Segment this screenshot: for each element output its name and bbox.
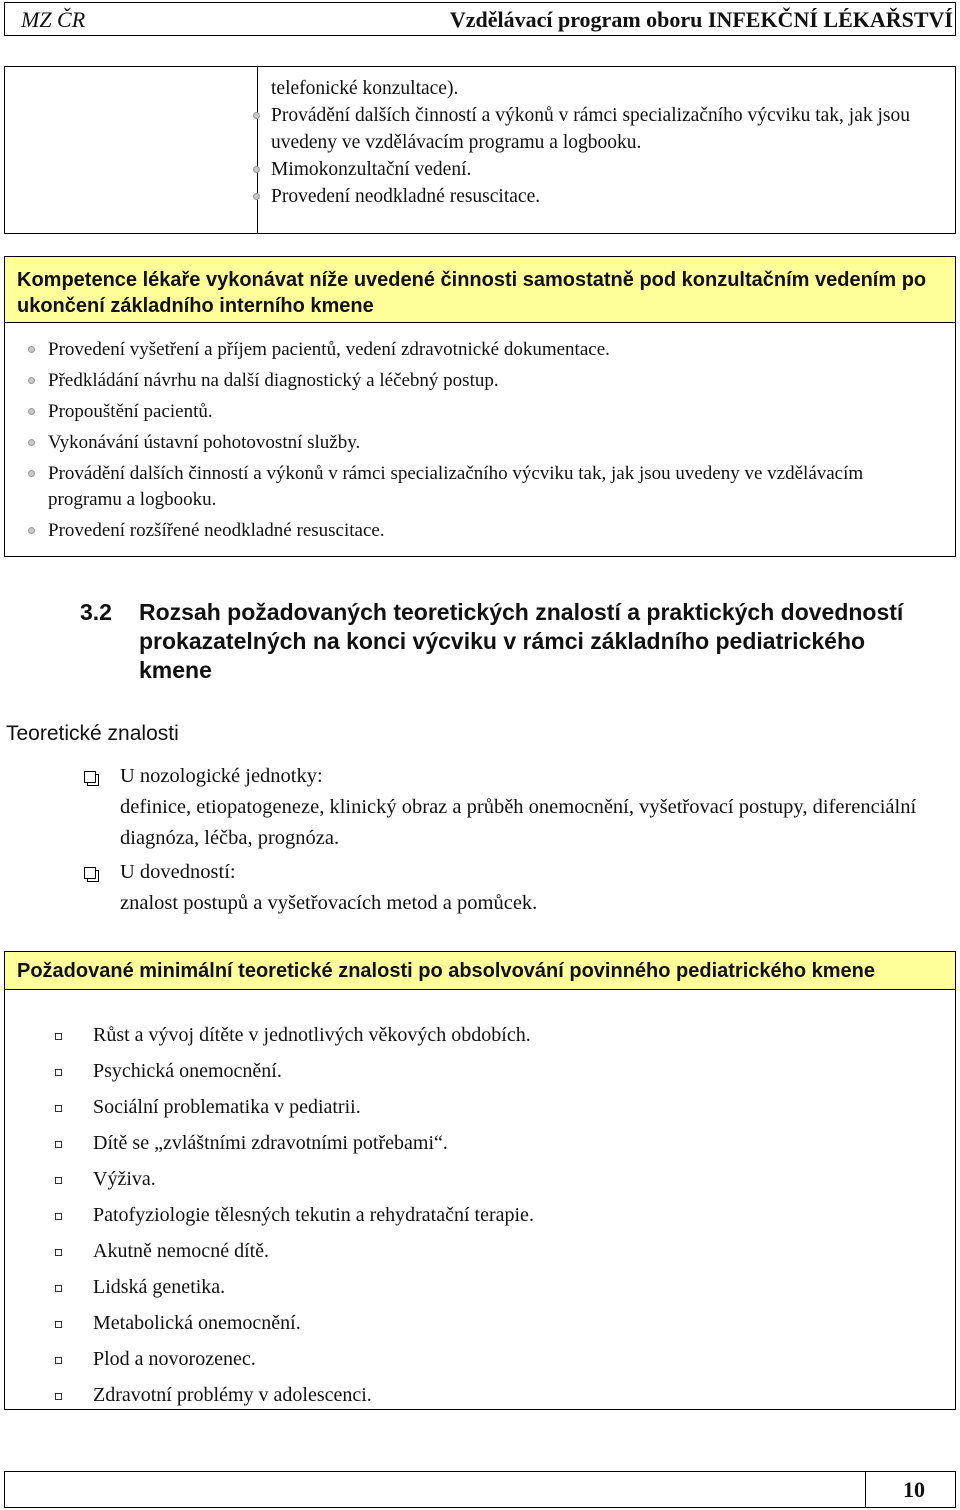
bullet-icon xyxy=(28,408,35,415)
checkbox-square-icon xyxy=(55,1213,62,1220)
list-item: Provádění dalších činností a výkonů v rámci specializačního výcviku tak, jak jsou uvedeny ve vzdělávacím programu a logbooku. xyxy=(48,461,938,513)
list-item: Předkládání návrhu na další diagnostický a léčebný postup. xyxy=(48,368,938,394)
bullet-icon xyxy=(253,166,260,173)
bullet-icon xyxy=(253,112,260,119)
bullet-icon xyxy=(28,377,35,384)
page-header xyxy=(4,2,956,36)
continued-list xyxy=(271,75,941,210)
list-item: Mimokonzultační vedení. xyxy=(271,156,941,183)
list-item: Patofyziologie tělesných tekutin a rehydratační terapie. xyxy=(5,1198,957,1234)
theory-item-text: znalost postupů a vyšetřovacích metod a pomůcek. xyxy=(120,892,538,914)
minimum-knowledge-list xyxy=(5,1018,957,1414)
list-item: Provedení neodkladné resuscitace. xyxy=(271,183,941,210)
list-item: Růst a vývoj dítěte v jednotlivých věkových obdobích. xyxy=(5,1018,957,1054)
footer-divider xyxy=(865,1472,866,1507)
list-item: Provedení vyšetření a příjem pacientů, vedení zdravotnické dokumentace. xyxy=(48,337,938,363)
theory-item-title: U dovedností: xyxy=(120,861,236,883)
theory-item-title: U nozologické jednotky: xyxy=(120,765,323,787)
list-item: Zdravotní problémy v adolescenci. xyxy=(5,1378,957,1414)
list-item: Výživa. xyxy=(5,1162,957,1198)
checkbox-square-icon xyxy=(55,1321,62,1328)
checkbox-square-icon xyxy=(55,1105,62,1112)
list-item: Lidská genetika. xyxy=(5,1270,957,1306)
list-item: Plod a novorozenec. xyxy=(5,1342,957,1378)
bullet-icon xyxy=(28,527,35,534)
section-number: 3.2 xyxy=(80,599,112,625)
bullet-icon xyxy=(28,470,35,477)
theory-item-text: definice, etiopatogeneze, klinický obraz a průběh onemocnění, vyšetřovací postupy, diferenciální diagnóza, léčba, prognóza. xyxy=(120,796,917,849)
bullet-icon xyxy=(253,193,260,200)
checkbox-square-icon xyxy=(55,1141,62,1148)
theory-label: Teoretické znalosti xyxy=(6,722,179,745)
theory-item-nosology xyxy=(120,761,920,854)
square-bullet-icon xyxy=(84,867,96,879)
theory-item-skills xyxy=(120,857,920,919)
checkbox-square-icon xyxy=(55,1249,62,1256)
page-number: 10 xyxy=(903,1477,925,1502)
list-item: Provedení rozšířené neodkladné resuscitace. xyxy=(48,518,938,544)
list-item: Metabolická onemocnění. xyxy=(5,1306,957,1342)
list-item: Propouštění pacientů. xyxy=(48,399,938,425)
competence-box xyxy=(4,256,956,557)
bullet-icon xyxy=(28,346,35,353)
header-ministry: MZ ČR xyxy=(21,7,86,32)
bullet-icon xyxy=(28,439,35,446)
list-item: Dítě se „zvláštními zdravotními potřebami“. xyxy=(5,1126,957,1162)
list-item: Provádění dalších činností a výkonů v rámci specializačního výcviku tak, jak jsou uvedeny ve vzdělávacím programu a logbooku. xyxy=(271,102,941,156)
list-item: Sociální problematika v pediatrii. xyxy=(5,1090,957,1126)
continued-list-box xyxy=(4,66,956,234)
competence-list xyxy=(48,337,938,549)
minimum-knowledge-heading: Požadované minimální teoretické znalosti po absolvování povinného pediatrického kmene xyxy=(5,952,955,990)
competence-heading: Kompetence lékaře vykonávat níže uvedené činnosti samostatně pod konzultačním vedením po ukončení základního interního kmene xyxy=(5,257,955,323)
checkbox-square-icon xyxy=(55,1033,62,1040)
checkbox-square-icon xyxy=(55,1393,62,1400)
header-program-title: Vzdělávací program oboru INFEKČNÍ LÉKAŘSTVÍ xyxy=(449,7,953,32)
column-divider xyxy=(257,67,258,233)
list-item: Akutně nemocné dítě. xyxy=(5,1234,957,1270)
square-bullet-icon xyxy=(84,771,96,783)
list-item: Vykonávání ústavní pohotovostní služby. xyxy=(48,430,938,456)
checkbox-square-icon xyxy=(55,1069,62,1076)
list-item: Psychická onemocnění. xyxy=(5,1054,957,1090)
page-footer xyxy=(4,1471,956,1508)
checkbox-square-icon xyxy=(55,1285,62,1292)
minimum-knowledge-box xyxy=(4,951,956,1410)
checkbox-square-icon xyxy=(55,1357,62,1364)
continued-line: telefonické konzultace). xyxy=(271,78,459,99)
section-title: Rozsah požadovaných teoretických znalostí a praktických dovedností prokazatelných na konci výcviku v rámci základního pediatrického kmene xyxy=(139,599,904,683)
checkbox-square-icon xyxy=(55,1177,62,1184)
